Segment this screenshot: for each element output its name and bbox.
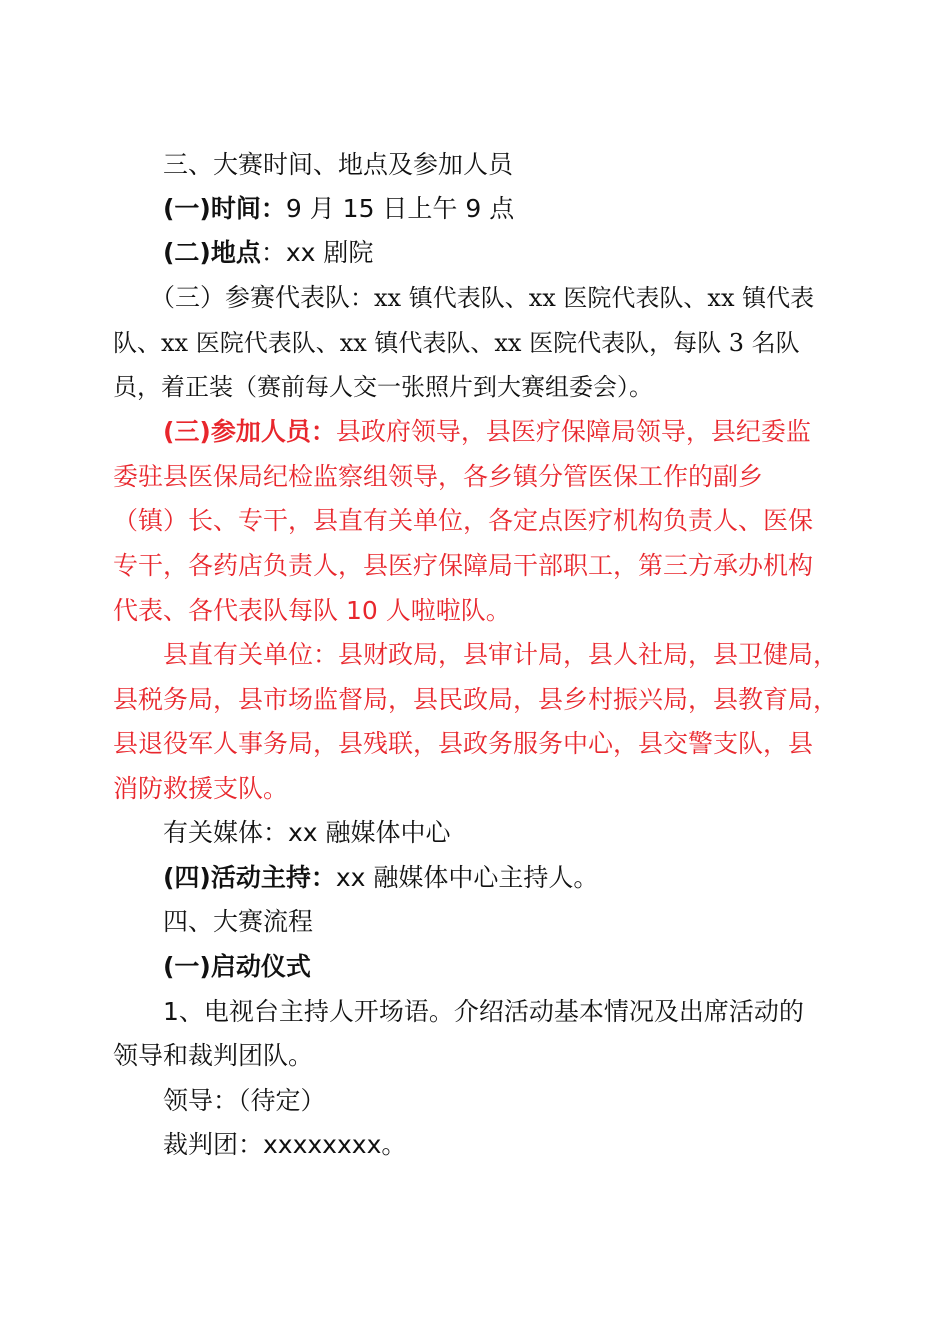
units-line-2: 县税务局，县市场监督局，县民政局，县乡村振兴局，县教育局， — [113, 685, 839, 714]
place-paragraph — [163, 236, 373, 270]
teams-text-1: ：xx 镇代表队、xx 医院代表队、xx 镇代表 — [350, 284, 815, 312]
item-1-line-1: 1、电视台主持人开场语。介绍活动基本情况及出席活动的 — [163, 997, 804, 1026]
time-label: (一)时间： — [163, 194, 286, 223]
opening-heading: (一)启动仪式 — [163, 952, 311, 981]
item-1-line-2: 领导和裁判团队。 — [113, 1041, 314, 1070]
teams-line-1 — [150, 281, 814, 315]
units-line-3: 县退役军人事务局，县残联，县政务服务中心，县交警支队，县 — [113, 729, 814, 758]
place-label: (二)地点 — [163, 238, 261, 267]
participants-line-4: 专干，各药店负责人，县医疗保障局干部职工，第三方承办机构 — [113, 551, 814, 580]
media-paragraph: 有关媒体：xx 融媒体中心 — [163, 818, 451, 847]
place-value: ：xx 剧院 — [260, 238, 374, 267]
time-value: 9 月 15 日上午 9 点 — [285, 194, 515, 223]
participants-line-1 — [163, 415, 811, 449]
units-line-4: 消防救援支队。 — [113, 774, 289, 803]
section-4-heading: 四、大赛流程 — [163, 907, 314, 936]
host-label: (四)活动主持： — [163, 863, 336, 892]
participants-text-1: 县政府领导，县医疗保障局领导，县纪委监 — [335, 417, 811, 446]
time-paragraph — [163, 192, 514, 226]
leaders-paragraph: 领导：（待定） — [163, 1086, 326, 1115]
host-paragraph — [163, 861, 598, 895]
participants-line-2: 委驻县医保局纪检监察组领导，各乡镇分管医保工作的副乡 — [113, 462, 764, 491]
participants-line-3: （镇）长、专干，县直有关单位，各定点医疗机构负责人、医保 — [113, 506, 814, 535]
teams-label: （三）参赛代表队 — [150, 283, 351, 312]
section-3-heading: 三、大赛时间、地点及参加人员 — [163, 150, 514, 179]
judges-paragraph: 裁判团：xxxxxxxx。 — [163, 1130, 407, 1159]
participants-line-5: 代表、各代表队每队 10 人啦啦队。 — [113, 596, 511, 625]
participants-label: (三)参加人员： — [163, 417, 336, 446]
host-value: xx 融媒体中心主持人。 — [335, 863, 599, 892]
teams-line-2: 队、xx 医院代表队、xx 镇代表队、xx 医院代表队，每队 3 名队 — [113, 329, 800, 357]
units-line-1: 县直有关单位：县财政局，县审计局，县人社局，县卫健局， — [163, 640, 839, 669]
teams-line-3: 员，着正装（赛前每人交一张照片到大赛组委会）。 — [113, 373, 653, 401]
